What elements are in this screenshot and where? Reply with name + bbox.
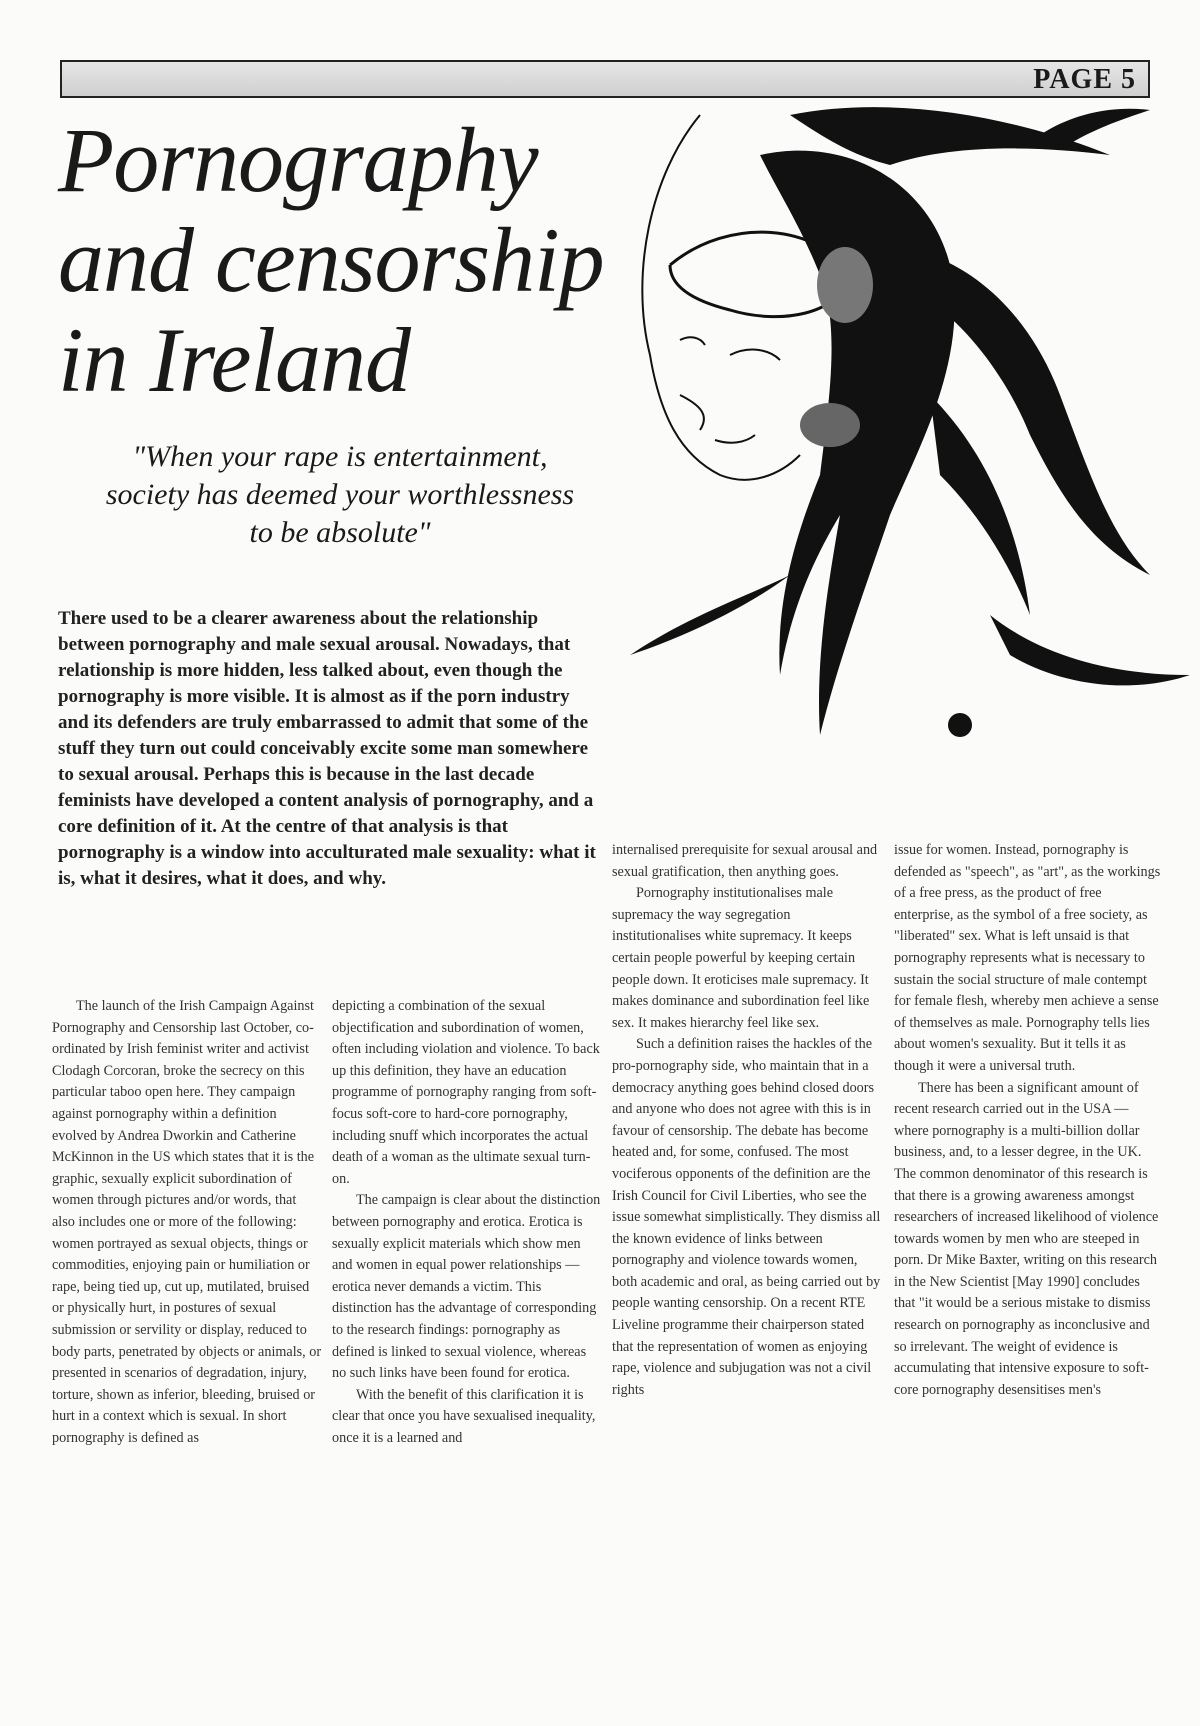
body-paragraph: The campaign is clear about the distinction between pornography and erotica. Erotica is sexually explicit materials which show men and women in equal power relationships — erotica never demands a victim. This distinction has the advantage of corresponding to the research findings: pornography as defined is linked to sexual violence, whereas no such links have been found for erotica. [332,1192,601,1382]
article-column-3 [612,840,882,1401]
body-paragraph: depicting a combination of the sexual objectification and subordination of women, often including violation and violence. To back up this definition, they have an education programme of pornography ranging from soft-focus soft-core to hard-core pornography, including snuff which incorporates the actual death of a woman as the ultimate sexual turn-on. [332,998,600,1187]
body-paragraph: issue for women. Instead, pornography is defended as "speech", as "art", as the workings of a free press, as the product of free enterprise, as the symbol of a free society, as "liberated" sex. What is left unsaid is that pornography represents what is necessary to sustain the social structure of male contempt for female flesh, whereby men achieve a sense of themselves as male. Pornography tells lies about women's sexuality. But it tells it as though it were a universal truth. [894,842,1161,1074]
title-line: Pornography [58,109,538,211]
page-number: PAGE 5 [1033,64,1136,95]
body-paragraph: There has been a significant amount of recent research carried out in the USA — where pornography is a multi-billion dollar business, and, to a lesser degree, in the UK. The common denominator of this research is that there is a growing awareness amongst researchers of increased likelihood of violence towards women by men who are steeped in porn. Dr Mike Baxter, writing on this research in the New Scientist [May 1990] concludes that "it would be a serious mistake to dismiss research on pornography as inconclusive and so irrelevant. The weight of evidence is accumulating that intensive exposure to soft-core pornography desensitises men's [894,1079,1159,1398]
body-paragraph: With the benefit of this clarification it is clear that once you have sexualised inequality, once it is a learned and [332,1386,596,1446]
logo-emblem [948,713,972,737]
body-paragraph: Such a definition raises the hackles of the pro-pornography side, who maintain that in a democracy anything goes behind closed doors and anyone who does not agree with this is in favour of censorship. The debate has become heated and, for some, confused. The most vociferous opponents of the definition are the Irish Council for Civil Liberties, who see the issue somewhat simplistically. They dismiss all the known evidence of links between pornography and violence towards women, both academic and oral, as being carried out by people wanting censorship. On a recent RTE Liveline programme their chairperson stated that the representation of women as enjoying rape, violence and subjugation was not a civil rights [612,1036,881,1398]
article-column-4 [894,840,1164,1401]
article-column-1 [52,996,322,1449]
title-line: in Ireland [58,309,410,411]
page-header-bar [60,60,1150,98]
article-column-2 [332,996,602,1449]
woman-face-illustration [590,95,1200,835]
body-paragraph: internalised prerequisite for sexual arousal and sexual gratification, then anything goes. [612,842,878,880]
body-paragraph: Pornography institutionalises male supremacy the way segregation institutionalises white supremacy. It keeps certain people powerful by keeping certain people down. It eroticises male supremacy. It makes dominance and subordination feel like sex. It makes hierarchy feel like sex. [612,885,870,1031]
body-paragraph: The launch of the Irish Campaign Against Pornography and Censorship last October, co-ordinated by Irish feminist writer and activist Clodagh Corcoran, broke the secrecy on this particular taboo open here. They campaign against pornography within a definition evolved by Andrea Dworkin and Catherine McKinnon in the US which states that it is the graphic, sexually explicit subordination of women through pictures and/or words, that also includes one or more of the following: women portrayed as sexual objects, things or commodities, enjoying pain or humiliation or rape, being tied up, cut up, mutilated, bruised or physically hurt, in postures of sexual submission or servility or display, reduced to body parts, penetrated by objects or animals, or presented in scenarios of degradation, injury, torture, shown as inferior, bleeding, bruised or hurt in a context which is sexual. In short pornography is defined as [52,998,322,1446]
title-line: and censorship [58,209,604,311]
intro-paragraph: There used to be a clearer awareness about the relationship between pornography and male sexual arousal. Nowadays, that relationship is more hidden, less talked about, even though the pornography is more visible. It is almost as if the porn industry and its defenders are truly embarrassed to admit that some of the stuff they turn out could conceivably excite some man somewhere to sexual arousal. Perhaps this is because in the last decade feminists have developed a content analysis of pornography, and a core definition of it. At the centre of that analysis is that pornography is a window into acculturated male sexuality: what it is, what it desires, what it does, and why. [58,608,596,889]
pull-quote: "When your rape is entertainment, society has deemed your worthlessness to be absolute" [105,440,575,549]
article-title [58,110,604,410]
